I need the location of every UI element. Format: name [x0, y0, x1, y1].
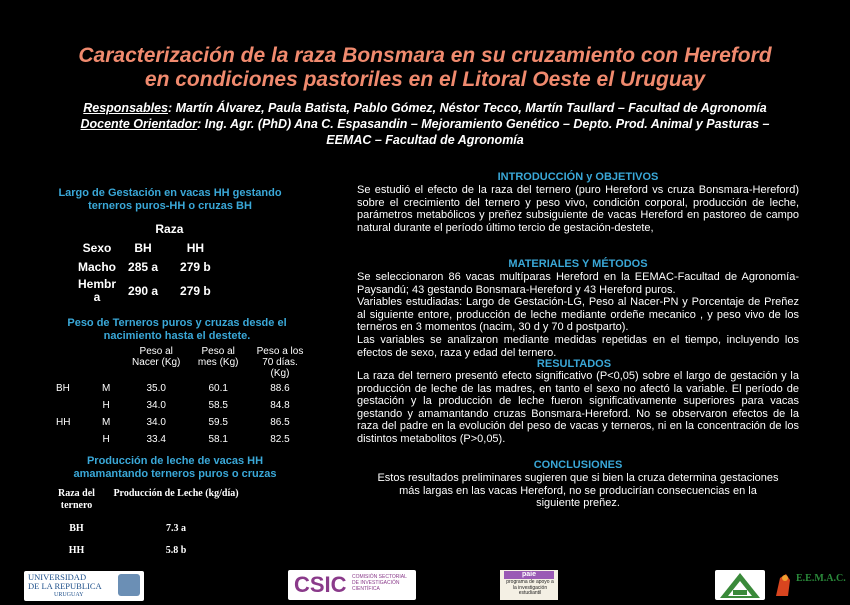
- raza-cell: HH: [56, 417, 71, 428]
- raza-ternero-header: Raza del ternero: [58, 488, 95, 511]
- resultados-section: [357, 370, 799, 446]
- sexo-cell: H: [102, 400, 110, 411]
- responsables-text: : Martín Álvarez, Paula Batista, Pablo Gómez, Néstor Tecco, Martín Taullard – Facultad de Agronomía: [168, 101, 767, 115]
- valor-cell: 5.8 b: [165, 544, 187, 556]
- agronomia-emblem-icon: [715, 570, 765, 600]
- udelar-emblem-icon: [118, 574, 140, 596]
- table-row: [72, 276, 217, 306]
- conclusiones-text: Estos resultados preliminares sugieren que si bien la cruza determina gestaciones más largas en las vacas Hereford, no se producirían consecuencias en la siguiente preñez.: [377, 472, 779, 510]
- metodos-text-1: Se seleccionaron 86 vacas multíparas Hereford en la EEMAC-Facultad de Agronomía-Paysandú; 43 gestando Bonsmara-Hereford y 43 Hereford puros.: [357, 271, 799, 296]
- eemac-text: E.E.M.A.C.: [796, 573, 846, 584]
- produccion-header: Producción de Leche (kg/día): [113, 488, 239, 499]
- peso-nacer-header: Peso al Nacer (Kg): [132, 346, 181, 368]
- dias70-cell: 84.8: [270, 400, 290, 411]
- credits: [40, 100, 810, 148]
- bh-cell: 285 a: [128, 259, 159, 274]
- metodos-text-3: Las variables se analizaron mediante medidas repetidas en el tiempo, incluyendo los efectos de sexo, raza y edad del ternero.: [357, 333, 799, 359]
- gestacion-table: [72, 219, 217, 306]
- raza-header: Raza: [155, 221, 184, 236]
- nacer-cell: 35.0: [146, 383, 166, 394]
- udelar-line-3: URUGUAY: [54, 592, 84, 598]
- valor-cell: 7.3 a: [166, 522, 186, 534]
- resultados-text: La raza del ternero presentó efecto significativo (P<0,05) sobre el largo de gestación y la producción de leche de las madres, en tanto el sexo no afectó la variable. El período de gestación y la producción de leche fueron significativamente superiores para vacas gestando y amamantando cruzas Bonsmara-Hereford. No se observaron efectos de la raza del padre en la evolución del peso de vacas y terneros, ni en la concentración de los distintos metabolitos (P>0,05).: [357, 370, 799, 445]
- leche-heading: Producción de leche de vacas HH amamantando terneros puros o cruzas: [73, 455, 277, 480]
- title-line-1: Caracterización de la raza Bonsmara en su cruzamiento con Hereford: [78, 44, 772, 67]
- sexo-cell: Hembra: [78, 277, 117, 304]
- intro-section: [357, 171, 799, 234]
- table-row: [72, 257, 217, 276]
- docente-line: [40, 116, 810, 132]
- table-row: [48, 539, 247, 561]
- dias70-cell: 82.5: [270, 434, 290, 445]
- paie-text: paie: [504, 571, 554, 579]
- dias70-cell: 86.5: [270, 417, 290, 428]
- csic-text: CSIC: [294, 572, 347, 597]
- col-bh: BH: [134, 240, 152, 255]
- csic-logo: [288, 570, 416, 600]
- table-row: [52, 397, 312, 414]
- peso-mes-header: Peso al mes (Kg): [197, 346, 239, 368]
- peso-70-header: Peso a los 70 días. (Kg): [256, 346, 304, 379]
- leche-table: [48, 487, 247, 561]
- docente-line-2: EEMAC – Facultad de Agronomía: [326, 133, 524, 147]
- col-hh: HH: [186, 240, 205, 255]
- paie-subtitle: programa de apoyo a la investigación estudiantil: [506, 579, 554, 596]
- docente-label: Docente Orientador: [80, 117, 198, 131]
- sexo-cell: H: [102, 434, 110, 445]
- table-row: [48, 517, 247, 539]
- conclusiones-section: [357, 459, 799, 510]
- table-row: [52, 431, 312, 448]
- nacer-cell: 34.0: [146, 417, 166, 428]
- table-row: [52, 414, 312, 431]
- dias70-cell: 88.6: [270, 383, 290, 394]
- raza-cell: BH: [56, 383, 70, 394]
- poster-title: [20, 44, 830, 92]
- mes-cell: 58.1: [208, 434, 228, 445]
- title-line-2: en condiciones pastoriles en el Litoral Oeste el Uruguay: [144, 68, 706, 91]
- raza-cell: [52, 431, 88, 448]
- intro-text: Se estudió el efecto de la raza del ternero (puro Hereford vs cruza Bonsmara-Hereford) sobre el crecimiento del ternero y peso vivo, condición corporal, producción de leche, parámetros metabólicos y preñez subsiguiente de vacas Hereford en pastoreo de campo natural durante el período último tercio de gestación-destete,: [357, 184, 799, 234]
- table-row: [52, 380, 312, 397]
- mes-cell: 58.5: [208, 400, 228, 411]
- raza-cell: HH: [68, 544, 85, 556]
- sexo-cell: Macho: [78, 259, 117, 274]
- leche-section: [50, 455, 300, 481]
- hh-cell: 279 b: [180, 259, 211, 274]
- gestacion-section: [40, 187, 300, 306]
- peso-heading: Peso de Terneros puros y cruzas desde el nacimiento hasta el destete.: [67, 317, 287, 342]
- nacer-cell: 34.0: [146, 400, 166, 411]
- udelar-logo: [24, 571, 144, 601]
- peso-section: [52, 317, 302, 343]
- responsables-label: Responsables: [83, 101, 168, 115]
- metodos-heading: MATERIALES Y MÉTODOS: [508, 258, 648, 270]
- metodos-text-2: Variables estudiadas: Largo de Gestación-LG, Peso al Nacer-PN y Porcentaje de Preñez al siguiente entore, producción de leche mediante ordeñe mecanico , y peso vivo de los terneros en 3 momentos (nacim, 30 d y 70 d postparto).: [357, 296, 799, 334]
- resultados-heading: RESULTADOS: [536, 358, 612, 370]
- agronomia-logo: [715, 570, 765, 600]
- sexo-header: Sexo: [82, 240, 112, 255]
- responsables-line: [40, 100, 810, 116]
- bh-cell: 290 a: [128, 284, 159, 298]
- docente-text: : Ing. Agr. (PhD) Ana C. Espasandin – Mejoramiento Genético – Depto. Prod. Animal y Pasturas –: [197, 117, 770, 131]
- peso-table: [52, 346, 312, 448]
- eemac-emblem-icon: [772, 570, 794, 600]
- csic-subtitle: COMISIÓN SECTORIAL DE INVESTIGACIÓN CIENTÍFICA: [352, 574, 407, 592]
- sexo-cell: M: [101, 383, 111, 394]
- sexo-cell: M: [101, 417, 111, 428]
- paie-logo: [500, 570, 558, 600]
- raza-cell: BH: [69, 522, 84, 534]
- raza-cell: [52, 397, 88, 414]
- intro-heading: INTRODUCCIÓN y OBJETIVOS: [497, 171, 659, 183]
- nacer-cell: 33.4: [146, 434, 166, 445]
- hh-cell: 279 b: [180, 284, 211, 298]
- eemac-logo: [772, 570, 846, 600]
- gestacion-heading: Largo de Gestación en vacas HH gestando terneros puros-HH o cruzas BH: [58, 187, 282, 212]
- udelar-line-2: DE LA REPUBLICA: [28, 581, 102, 591]
- mes-cell: 59.5: [208, 417, 228, 428]
- metodos-section: [357, 258, 799, 359]
- udelar-line-1: UNIVERSIDAD: [28, 572, 87, 582]
- conclusiones-heading: CONCLUSIONES: [533, 459, 623, 471]
- mes-cell: 60.1: [208, 383, 228, 394]
